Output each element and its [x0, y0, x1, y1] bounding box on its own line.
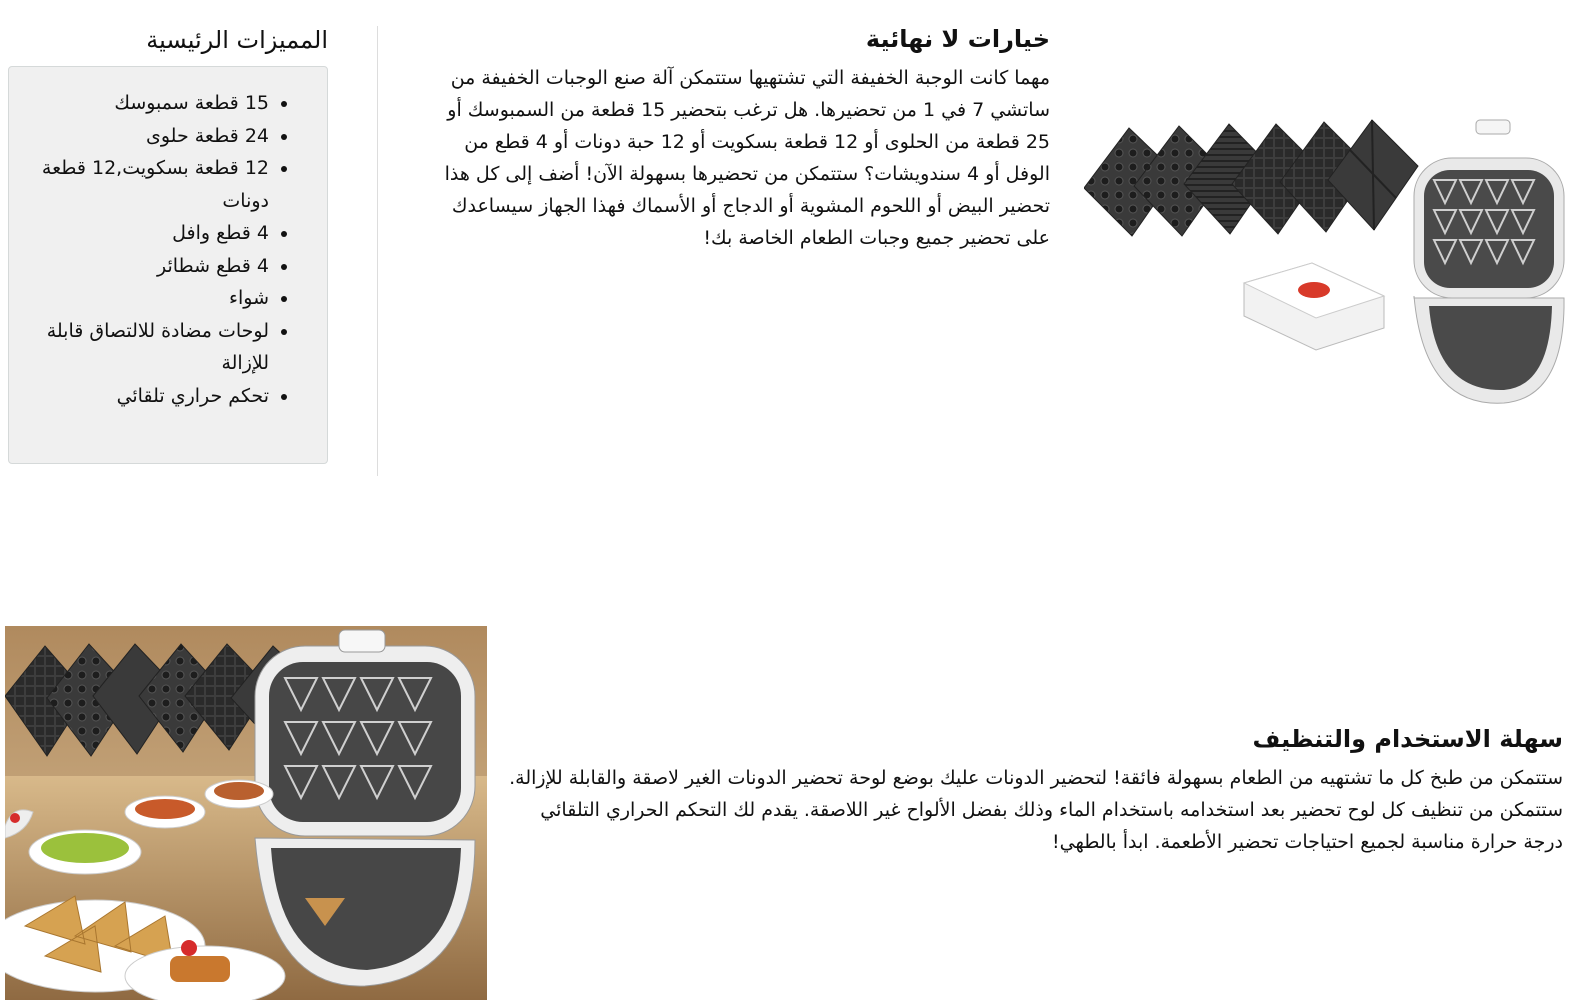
list-item: • لوحات مضادة للالتصاق قابلة للإزالة [9, 315, 269, 380]
plate-triangle-icon [1328, 120, 1418, 230]
section-easy-use-cleaning [505, 722, 1563, 858]
list-item: • 15 قطعة سمبوسك [9, 87, 269, 120]
open-sandwich-maker-icon [1414, 120, 1564, 403]
section-paragraph: ستتمكن من طبخ كل ما تشتهيه من الطعام بسهولة فائقة! لتحضير الدونات عليك بوضع لوحة تحضير الدونات الغير لاصقة والقابلة للإزالة. ستتمكن من تنظيف كل لوح تحضير بعد استخدامه باستخدام الماء وذلك بفضل الألواح غير اللاصقة. يقدم لك التحكم الحراري التلقائي درجة حرارة مناسبة لجميع احتياجات تحضير الأطعمة. ابدأ بالطهي! [509, 767, 1563, 853]
section-paragraph: مهما كانت الوجبة الخفيفة التي تشتهيها ستتمكن آلة صنع الوجبات الخفيفة من ساتشي 7 في 1 من تحضيرها. هل ترغب بتحضير 15 قطعة من السمبوسك أو 25 قطعة من الحلوى أو 12 قطعة بسكويت أو 12 حبة دونات أو 4 قطع من الوفل أو 4 سندويشات؟ ستتمكن من تحضيرها بسهولة الآن! أضف إلى كل هذا تحضير البيض أو اللحوم المشوية أو الدجاج أو الأسماك فهذا الجهاز سيساعدك على تحضير جميع وجبات الطعام الخاصة بك! [444, 67, 1050, 249]
list-item: • شواء [9, 282, 269, 315]
sandwich-maker-plates-image [1084, 118, 1566, 418]
list-item: • 12 قطعة بسكويت,12 قطعة دونات [9, 152, 269, 217]
kitchen-scene-image [5, 626, 487, 1000]
key-features-list [9, 87, 291, 412]
key-features-title: المميزات الرئيسية [146, 26, 328, 54]
list-item: • 4 قطع وافل [9, 217, 269, 250]
closed-sandwich-maker-icon [1244, 263, 1384, 350]
list-item: • تحكم حراري تلقائي [9, 380, 269, 413]
key-features [8, 22, 328, 464]
list-item: • 24 قطعة حلوى [9, 120, 269, 153]
key-features-box [8, 66, 328, 464]
list-item: • 4 قطع شطائر [9, 250, 269, 283]
section-endless-options [420, 22, 1050, 254]
column-divider [377, 26, 378, 476]
section-heading: سهلة الاستخدام والتنظيف [1252, 725, 1563, 753]
section-heading: خيارات لا نهائية [865, 25, 1050, 53]
